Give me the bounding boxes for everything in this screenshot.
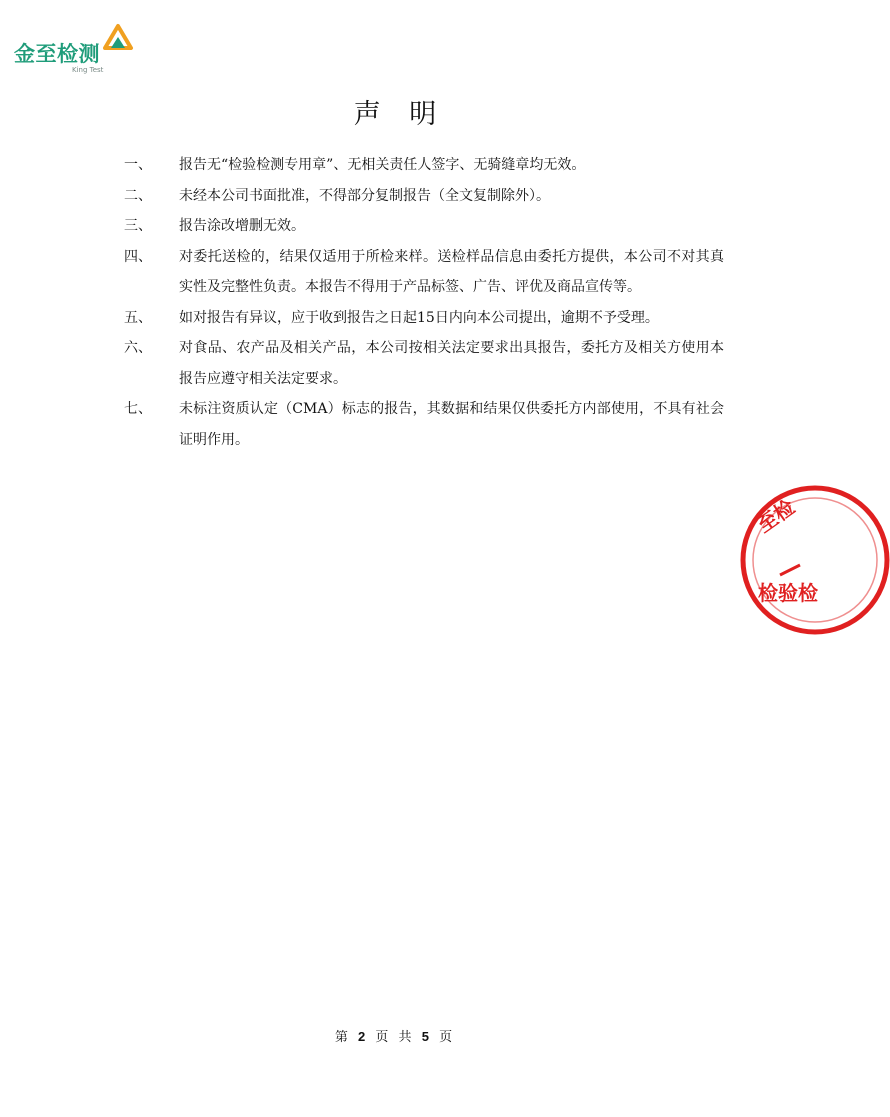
statement-text: 对委托送检的，结果仅适用于所检来样。送检样品信息由委托方提供，本公司不对其真实性及完整性负责。本报告不得用于产品标签、广告、评优及商品宣传等。 [179,248,724,295]
statement-number: 五、 [124,309,152,326]
statement-text: 如对报告有异议，应于收到报告之日起15日内向本公司提出，逾期不予受理。 [179,309,659,326]
seal-text-top: 至检 [752,494,800,538]
logo-text: 金至检测 [14,42,100,66]
statement-text: 报告涂改增删无效。 [179,218,305,234]
footer-prefix: 第 [334,1030,351,1045]
statement-number: 二、 [124,187,152,204]
statement-item [124,333,724,394]
company-logo [14,24,134,80]
statement-item [124,394,724,455]
statement-number: 一、 [124,157,152,173]
statement-item [124,303,724,334]
footer-suffix: 页 [439,1030,456,1045]
logo-subtext: King Test [72,66,104,74]
statement-text: 对食品、农产品及相关产品，本公司按相关法定要求出具报告，委托方及相关方使用本报告应遵守相关法定要求。 [179,340,724,387]
statement-text: 报告无“检验检测专用章”、无相关责任人签字、无骑缝章均无效。 [179,157,586,173]
statement-text: 未经本公司书面批准，不得部分复制报告（全文复制除外）。 [179,187,550,204]
footer-total-pages: 5 [421,1029,432,1044]
official-seal-stamp [740,480,890,640]
footer-middle: 页 共 [375,1030,415,1045]
seal-text-bottom: 检验检 [758,581,818,605]
footer-page-number: 2 [358,1029,369,1044]
statement-text: 未标注资质认定（CMA）标志的报告，其数据和结果仅供委托方内部使用，不具有社会证明作用。 [179,401,724,448]
statement-item [124,150,724,181]
logo-mark-icon [102,24,134,52]
statement-number: 三、 [124,218,152,234]
page-title: 声 明 [353,99,447,130]
statement-list [124,150,724,455]
statement-item [124,181,724,212]
statement-item [124,211,724,242]
statement-number: 七、 [124,401,152,417]
statement-number: 四、 [124,248,152,265]
page-footer [0,1026,790,1045]
statement-number: 六、 [124,340,152,356]
statement-item [124,242,724,303]
